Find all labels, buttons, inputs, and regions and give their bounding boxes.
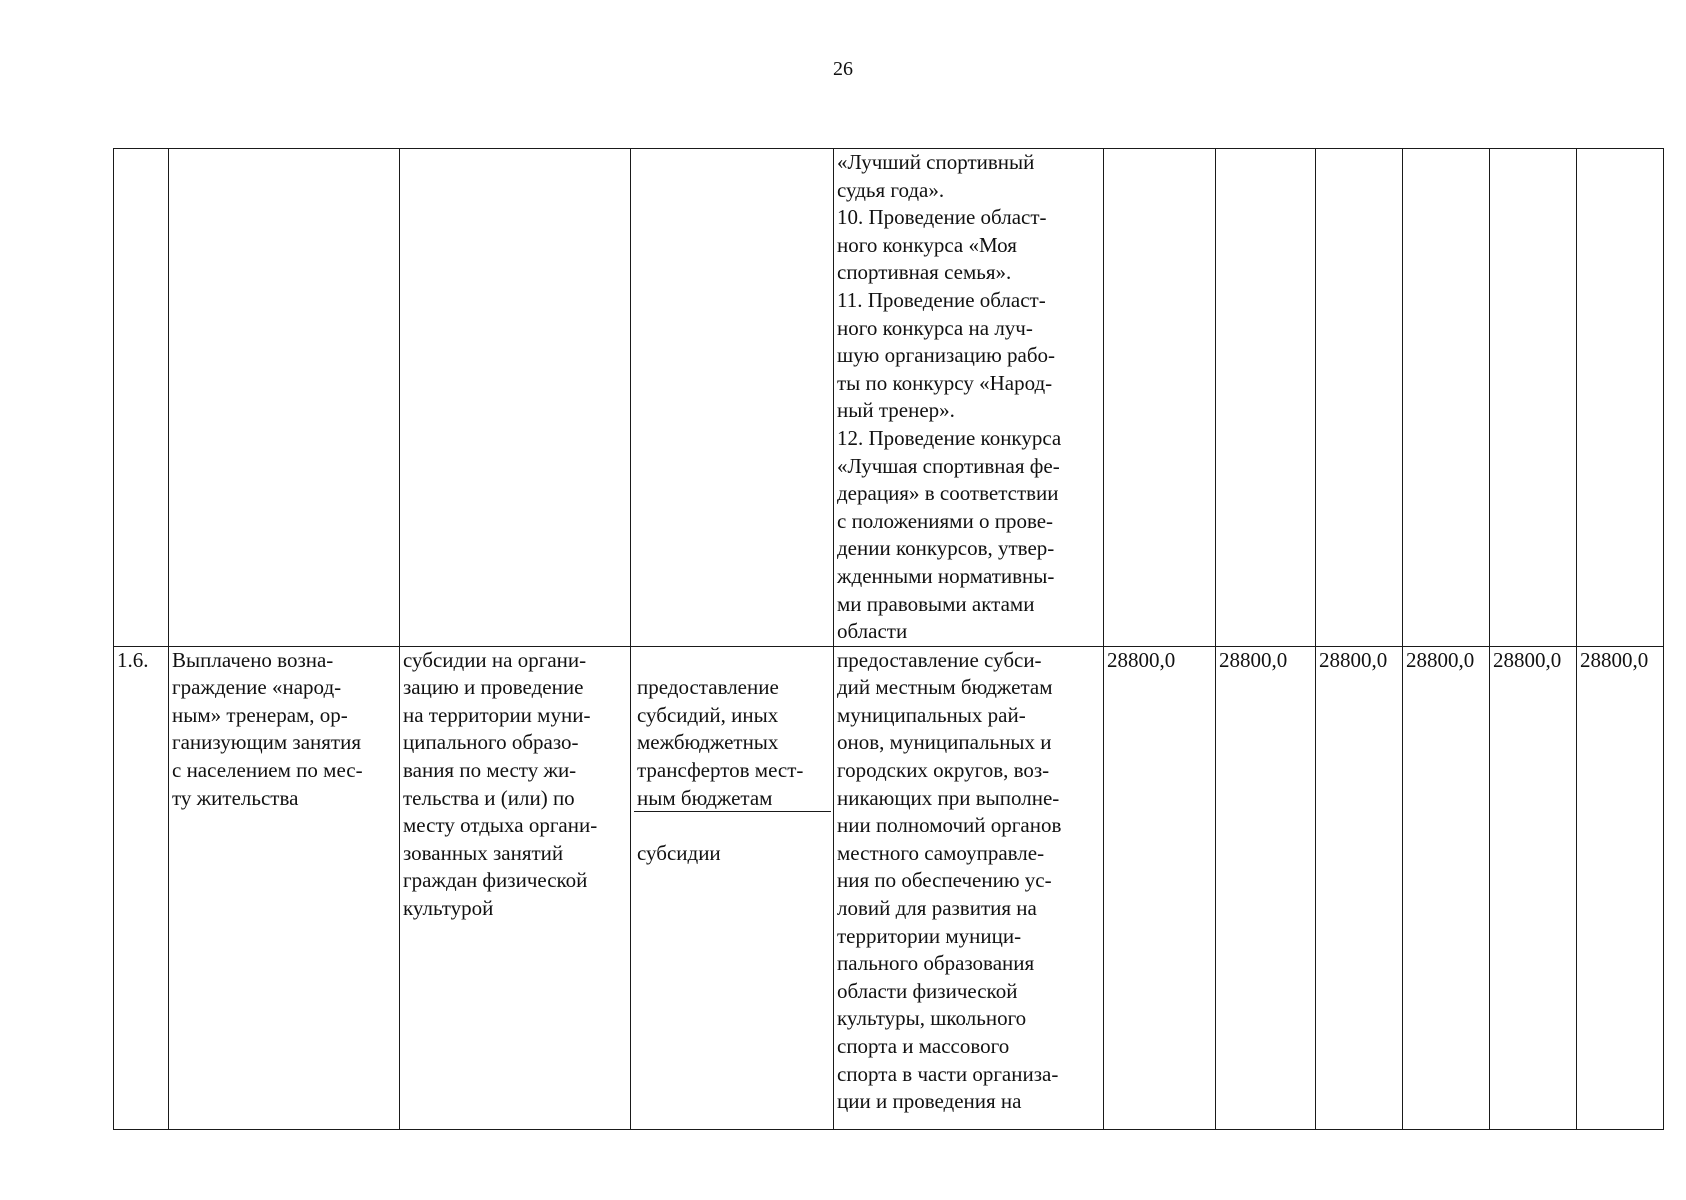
cell-form-subsidy: субсидии [637,840,721,865]
cell-purpose: субсидии на органи- зацию и проведение на территории муни- ципального образо- вания по месту жи- тельства и (или) по месту отдыха органи- зованных занятий граждан физической культурой [400,646,631,1129]
cell-description: предоставление субси- дий местным бюджетам муниципальных рай- онов, муниципальных и городских округов, воз- никающих при выполне- нии полномочий органов местного самоуправле- ния по обеспечению ус- ловий для развития на территории муници- пального образования области физической культуры, школьного спорта и массового спорта в части организа- ции и проведения на [834,646,1104,1129]
cell-value-empty-4 [1403,149,1490,647]
cell-result: Выплачено возна- граждение «народ- ным» тренерам, ор- ганизующим занятия с населением по мес- ту жительства [169,646,400,1129]
cell-value-empty-2 [1216,149,1316,647]
cell-value-2: 28800,0 [1216,646,1316,1129]
cell-value-empty-6 [1577,149,1664,647]
table-row-1-6 [114,646,1664,1129]
page-number: 26 [833,58,853,80]
cell-description-continued: «Лучший спортивный судья года». 10. Проведение област- ного конкурса «Моя спортивная семья». 11. Проведение област- ного конкурса на луч- шую организацию рабо- ты по конкурсу «Народ- ный тренер». 12. Проведение конкурса «Лучшая спортивная фе- дерация» в соответствии с положениями о прове- дении конкурсов, утвер- жденными нормативны- ми правовыми актами области [834,149,1104,647]
cell-purpose-empty [400,149,631,647]
cell-value-5: 28800,0 [1490,646,1577,1129]
cell-row-number: 1.6. [114,646,169,1129]
table-row-continued [114,149,1664,647]
cell-value-empty-3 [1316,149,1403,647]
program-table [113,148,1664,1130]
cell-value-empty-5 [1490,149,1577,647]
cell-form [631,646,834,1129]
cell-value-empty-1 [1104,149,1216,647]
cell-value-1: 28800,0 [1104,646,1216,1129]
cell-form-transfer: предоставление субсидий, иных межбюджетных трансфертов мест- ным бюджетам [634,674,831,812]
cell-value-4: 28800,0 [1403,646,1490,1129]
cell-value-3: 28800,0 [1316,646,1403,1129]
cell-result-empty [169,149,400,647]
cell-value-6: 28800,0 [1577,646,1664,1129]
cell-number-empty [114,149,169,647]
cell-form-empty [631,149,834,647]
